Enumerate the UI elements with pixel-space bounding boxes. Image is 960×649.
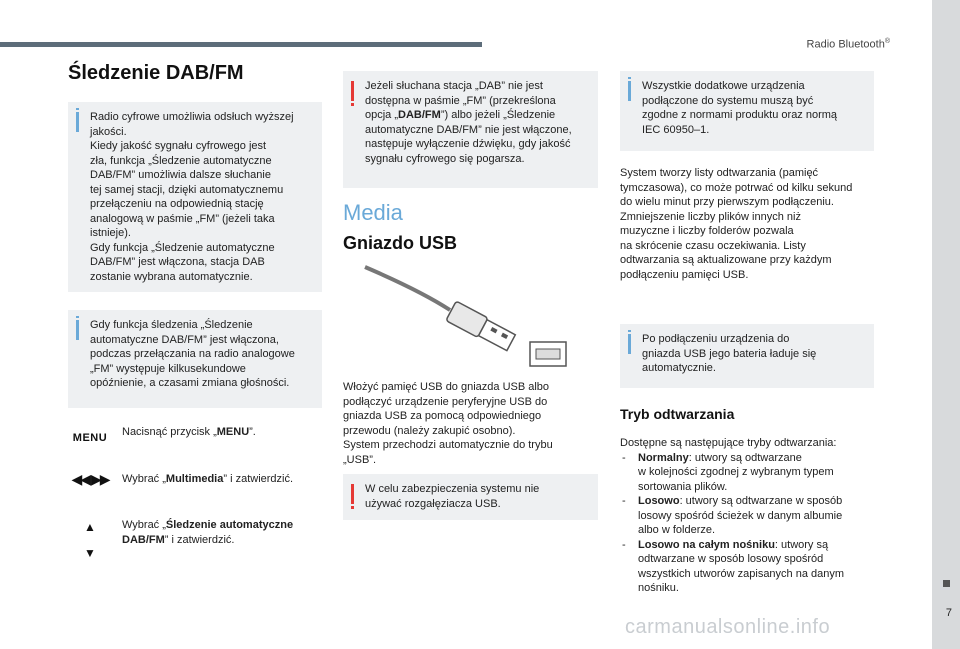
- up-down-arrows-icon: ▲ ▼: [84, 520, 96, 560]
- info-box-battery: [620, 324, 874, 388]
- info-icon: [76, 112, 79, 132]
- info-text: Gdy funkcja śledzenia „Śledzenie automatyczne DAB/FM” jest włączona, podczas przełączania na radio analogowe „FM” występuje kilkusekundowe opóźnienie, a czasami zmiana głośności.: [90, 319, 295, 389]
- subsection-title: Gniazdo USB: [343, 233, 458, 253]
- warning-box-dab: [343, 71, 598, 188]
- left-right-arrows-icon: ◀◀ ▶▶: [71, 471, 109, 487]
- list-item: - Losowo na całym nośniku: utwory są odtwarzane w sposób losowy spośród wszystkich utworów zapisanych na danym nośniku.: [620, 538, 880, 596]
- warning-text: Jeżeli słuchana stacja „DAB” nie jest dostępna w paśmie „FM” (przekreślona opcja „DAB/FM”) albo jeżeli „Śledzenie automatyczne DAB/FM” nie jest włączone, następuje wyłączenie dźwięku, gdy jakość sygnału cyfrowego się pogarsza.: [365, 80, 572, 165]
- info-box-delay: [68, 310, 322, 408]
- info-text: Wszystkie dodatkowe urządzenia podłączone do systemu muszą być zgodne z normami produktu oraz normą IEC 60950–1.: [642, 80, 838, 136]
- header-title: Radio Bluetooth®: [806, 38, 890, 51]
- header-bar: [0, 42, 482, 47]
- playback-mode-title: Tryb odtwarzania: [620, 406, 735, 422]
- menu-button-icon: MENU: [72, 432, 108, 444]
- usb-instructions: Włożyć pamięć USB do gniazda USB albo podłączyć urządzenie peryferyjne USB do gniazda USB za pomocą odpowiedniego przewodu (należy zakupić osobno). System przechodzi automatycznie do trybu „USB”.: [343, 381, 553, 466]
- warning-text: W celu zabezpieczenia systemu nie używać rozgałęziacza USB.: [365, 483, 540, 510]
- page-number: 7: [945, 607, 952, 619]
- playlist-description: System tworzy listy odtwarzania (pamięć tymczasowa), co może potrwać od kilku sekund do wielu minut przy pierwszym podłączeniu. Zmniejszenie liczby plików innych niż muzyczne i liczby folderów pozwala na skrócenie czasu oczekiwania. Listy odtwarzania są aktualizowane przy każdym podłączeniu pamięci USB.: [620, 167, 853, 281]
- watermark: carmanualsonline.info: [625, 616, 831, 638]
- page-edge-strip: [932, 0, 960, 649]
- warning-box-hub: [343, 474, 598, 520]
- info-icon: [76, 320, 79, 340]
- info-text: Po podłączeniu urządzenia do gniazda USB jego bateria ładuje się automatycznie.: [642, 333, 817, 374]
- list-item: - Normalny: utwory są odtwarzane w kolejności zgodnej z wybranym typem sortowania plików.: [620, 451, 880, 495]
- info-text: Radio cyfrowe umożliwia odsłuch wyższej jakości. Kiedy jakość sygnału cyfrowego jest zła, funkcja „Śledzenie automatyczne DAB/FM” umożliwia dalsze słuchanie tej samej stacji, dzięki automatycznemu przełączeniu na odpowiednią stację analogową w paśmie „FM” (jeżeli taka istnieje). Gdy funkcja „Śledzenie automatyczne DAB/FM” jest włączona, stacja DAB zostanie wybrana automatycznie.: [90, 111, 294, 283]
- info-icon: [628, 81, 631, 101]
- warning-icon: [351, 81, 354, 101]
- page-title: Śledzenie DAB/FM: [68, 62, 244, 84]
- info-box-norms: [620, 71, 874, 151]
- list-intro: Dostępne są następujące tryby odtwarzania:: [620, 437, 837, 449]
- section-title: Media: [343, 200, 403, 225]
- info-box-dab: [68, 102, 322, 292]
- warning-icon: [351, 484, 354, 504]
- list-item: - Losowo: utwory są odtwarzane w sposób losowy spośród ścieżek w danym albumie albo w folderze.: [620, 494, 880, 538]
- usb-illustration: [360, 262, 570, 372]
- playback-mode-list: [620, 436, 880, 596]
- info-icon: [628, 334, 631, 354]
- section-marker: [943, 580, 950, 587]
